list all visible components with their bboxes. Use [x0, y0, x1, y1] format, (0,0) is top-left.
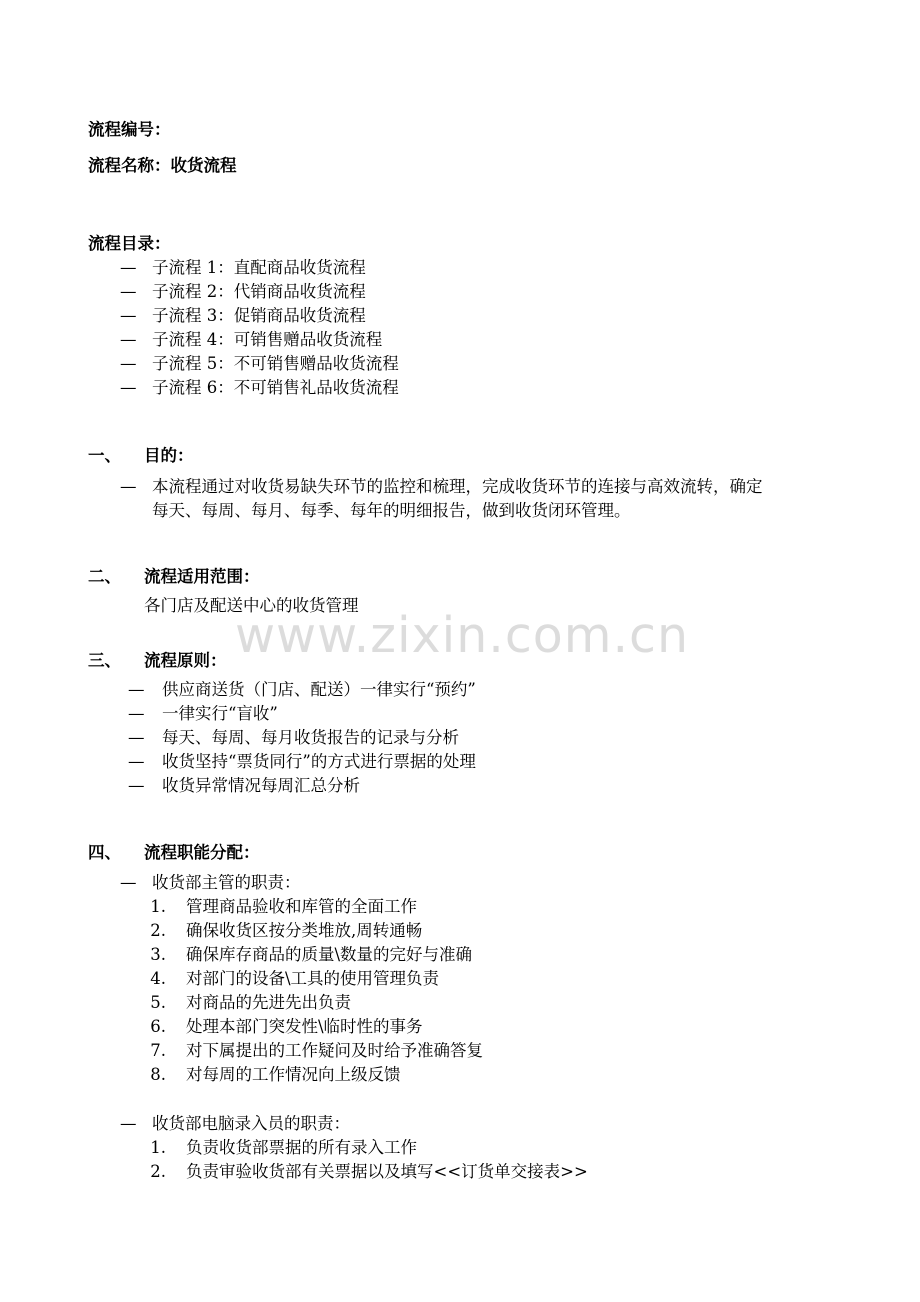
section-1-text-line-1: 本流程通过对收货易缺失环节的监控和梳理，完成收货环节的连接与高效流转，确定 [152, 477, 763, 496]
toc-item: 子流程 3：促销商品收货流程 [152, 306, 366, 325]
toc-item: 子流程 5：不可销售赠品收货流程 [152, 354, 399, 373]
dash-bullet: — [120, 477, 137, 496]
process-name-label: 流程名称：收货流程 [88, 156, 237, 175]
principle-item: 供应商送货（门店、配送）一律实行“预约” [162, 680, 476, 699]
list-number: 1. [150, 1138, 166, 1157]
duty-item: 对部门的设备\工具的使用管理负责 [186, 969, 440, 988]
dash-bullet: — [120, 1114, 137, 1133]
section-2-number: 二、 [88, 567, 121, 586]
toc-item: 子流程 6：不可销售礼品收货流程 [152, 378, 399, 397]
principle-item: 每天、每周、每月收货报告的记录与分析 [162, 728, 459, 747]
list-number: 1. [150, 897, 166, 916]
principle-item: 一律实行“盲收” [162, 704, 278, 723]
process-number-label: 流程编号： [88, 120, 171, 139]
dash-bullet: — [120, 378, 137, 397]
section-4-number: 四、 [88, 843, 121, 862]
watermark: www.zixin.com.cn [234, 607, 690, 664]
duty-item: 处理本部门突发性\临时性的事务 [186, 1017, 423, 1036]
principle-item: 收货异常情况每周汇总分析 [162, 776, 360, 795]
dash-bullet: — [128, 728, 145, 747]
toc-item: 子流程 2：代销商品收货流程 [152, 282, 366, 301]
duty-item: 确保库存商品的质量\数量的完好与准确 [186, 945, 473, 964]
duty-item: 负责审验收货部有关票据以及填写<<订货单交接表>> [186, 1162, 588, 1181]
list-number: 4. [150, 969, 166, 988]
dash-bullet: — [128, 776, 145, 795]
duty-item: 负责收货部票据的所有录入工作 [186, 1138, 417, 1157]
dash-bullet: — [120, 306, 137, 325]
list-number: 8. [150, 1065, 166, 1084]
principle-item: 收货坚持“票货同行”的方式进行票据的处理 [162, 752, 476, 771]
duty-item: 确保收货区按分类堆放,周转通畅 [186, 921, 423, 940]
dash-bullet: — [120, 873, 137, 892]
dash-bullet: — [120, 258, 137, 277]
duty-item: 管理商品验收和库管的全面工作 [186, 897, 417, 916]
list-number: 3. [150, 945, 166, 964]
dash-bullet: — [120, 354, 137, 373]
section-1-text-line-2: 每天、每周、每月、每季、每年的明细报告，做到收货闭环管理。 [152, 501, 631, 520]
role-1-title: 收货部主管的职责： [152, 873, 301, 892]
section-1-number: 一、 [88, 446, 121, 465]
duty-item: 对每周的工作情况向上级反馈 [186, 1065, 401, 1084]
list-number: 7. [150, 1041, 166, 1060]
role-2-title: 收货部电脑录入员的职责： [152, 1114, 350, 1133]
section-3-title: 流程原则： [144, 651, 227, 670]
section-4-title: 流程职能分配： [144, 843, 260, 862]
dash-bullet: — [120, 282, 137, 301]
dash-bullet: — [128, 680, 145, 699]
toc-title: 流程目录： [88, 234, 171, 253]
duty-item: 对下属提出的工作疑问及时给予准确答复 [186, 1041, 483, 1060]
section-2-title: 流程适用范围： [144, 567, 260, 586]
section-3-number: 三、 [88, 651, 121, 670]
dash-bullet: — [128, 704, 145, 723]
dash-bullet: — [128, 752, 145, 771]
list-number: 2. [150, 1162, 166, 1181]
toc-item: 子流程 4：可销售赠品收货流程 [152, 330, 383, 349]
section-1-title: 目的： [144, 446, 194, 465]
dash-bullet: — [120, 330, 137, 349]
section-2-text: 各门店及配送中心的收货管理 [144, 596, 359, 615]
list-number: 2. [150, 921, 166, 940]
toc-item: 子流程 1：直配商品收货流程 [152, 258, 366, 277]
list-number: 6. [150, 1017, 166, 1036]
duty-item: 对商品的先进先出负责 [186, 993, 351, 1012]
list-number: 5. [150, 993, 166, 1012]
